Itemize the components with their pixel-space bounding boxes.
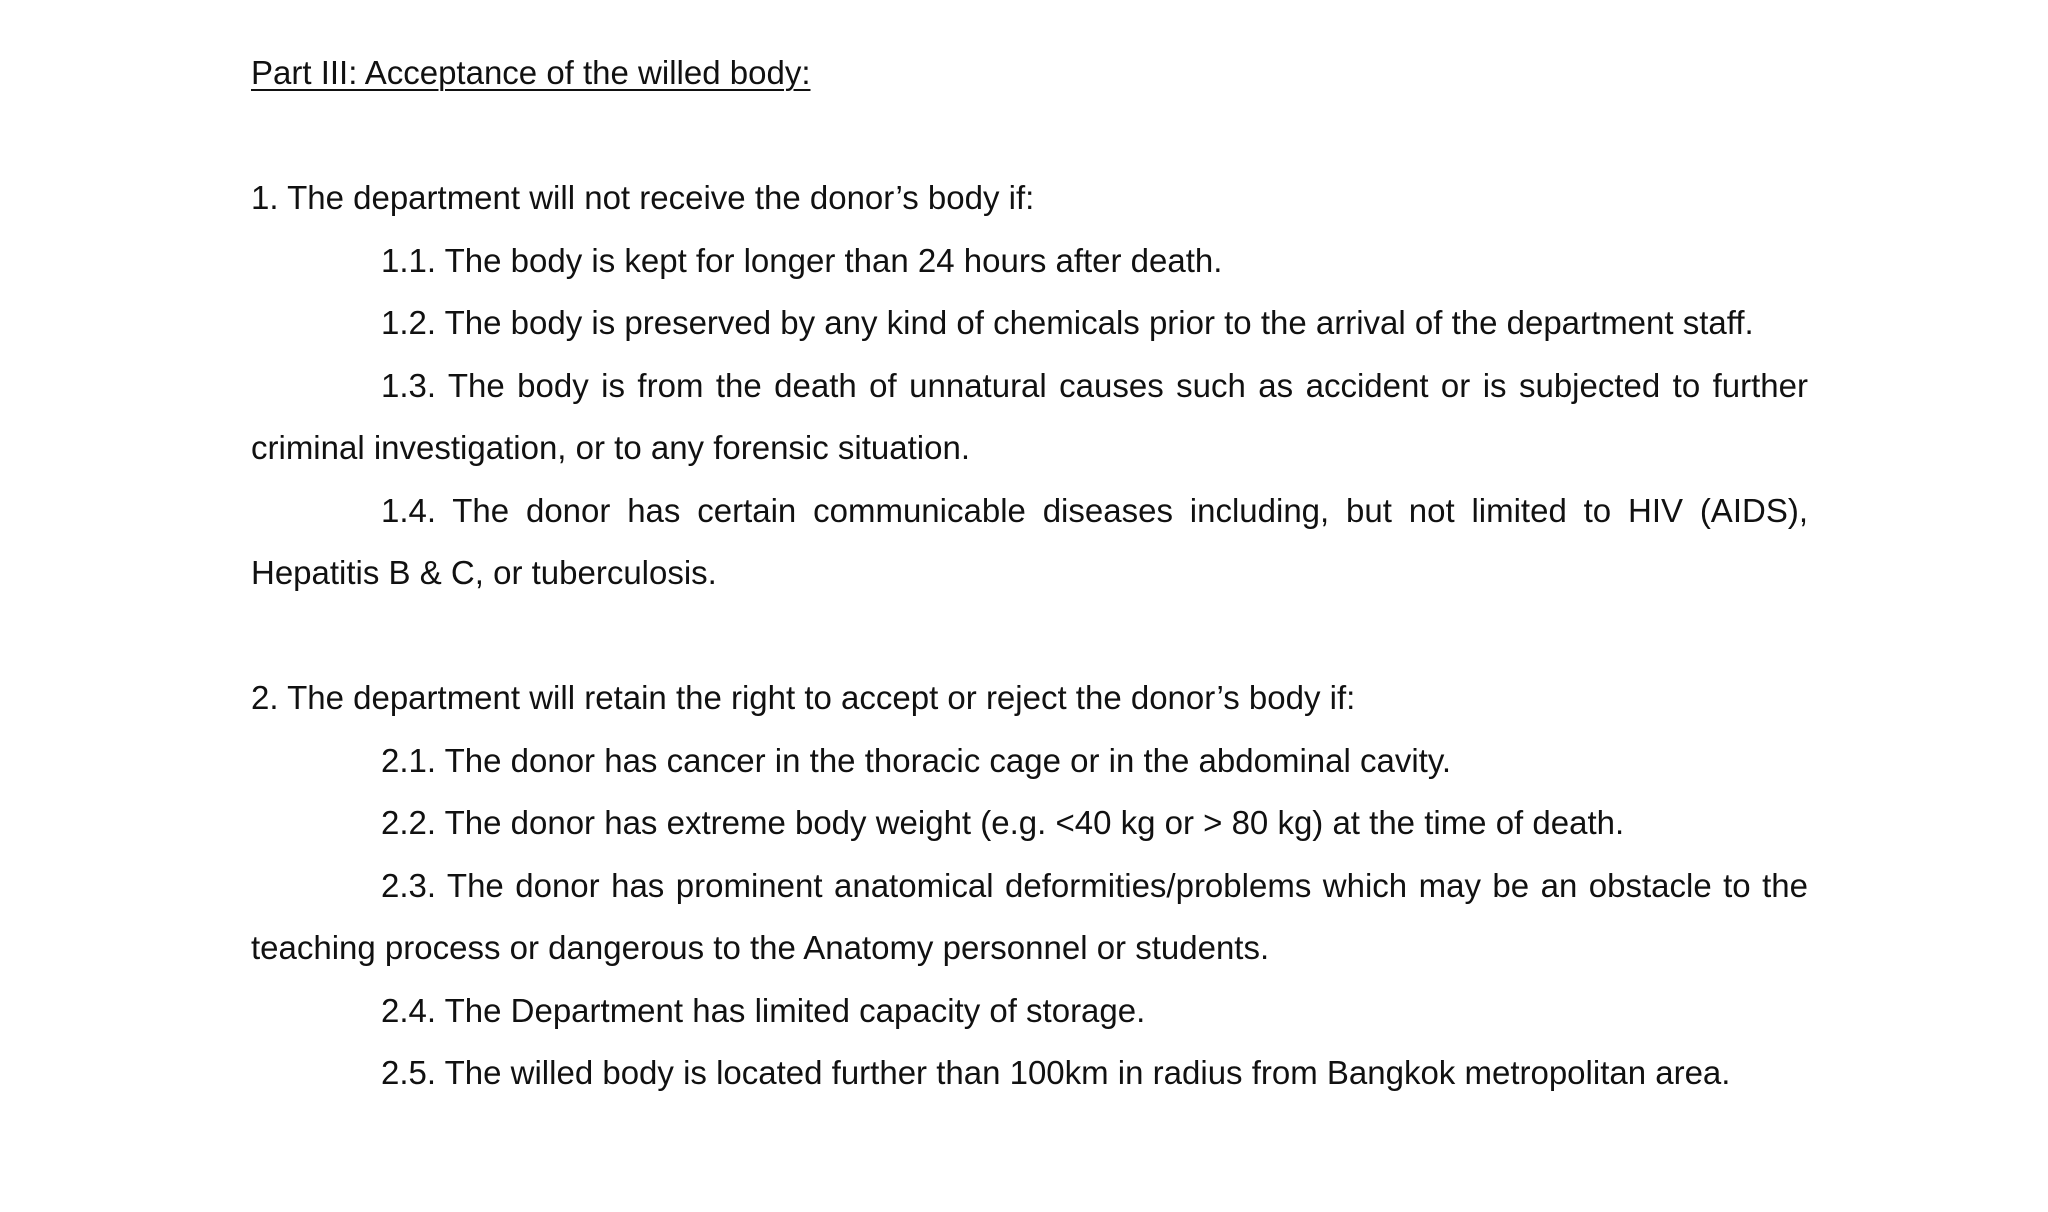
item-1-2: 1.2. The body is preserved by any kind of chemicals prior to the arrival of the department staff. [381, 304, 1754, 341]
item-1-3: 1.3. The body is from the death of unnatural causes such as accident or is subjected to further criminal investigation, or to any forensic situation. [251, 366, 1808, 466]
section-1-heading: 1. The department will not receive the donor’s body if: [251, 179, 1035, 216]
item-2-3: 2.3. The donor has prominent anatomical deformities/problems which may be an obstacle to the teaching process or dangerous to the Anatomy personnel or students. [251, 866, 1808, 966]
document-content [251, 42, 1808, 1105]
paragraph-spacer [251, 605, 1808, 668]
paragraph-spacer [251, 105, 1808, 168]
section-2-heading: 2. The department will retain the right to accept or reject the donor’s body if: [251, 679, 1356, 716]
item-2-2: 2.2. The donor has extreme body weight (e.g. <40 kg or > 80 kg) at the time of death. [381, 804, 1625, 841]
item-2-4: 2.4. The Department has limited capacity of storage. [381, 991, 1146, 1029]
item-1-4: 1.4. The donor has certain communicable diseases including, but not limited to HIV (AIDS), Hepatitis B & C, or tuberculosis. [251, 491, 1808, 591]
item-2-5: 2.5. The willed body is located further than 100km in radius from Bangkok metropolitan area. [381, 1054, 1731, 1091]
item-2-1: 2.1. The donor has cancer in the thoracic cage or in the abdominal cavity. [381, 741, 1452, 779]
part-title: Part III: Acceptance of the willed body: [251, 54, 811, 91]
item-1-1: 1.1. The body is kept for longer than 24 hours after death. [381, 241, 1223, 279]
